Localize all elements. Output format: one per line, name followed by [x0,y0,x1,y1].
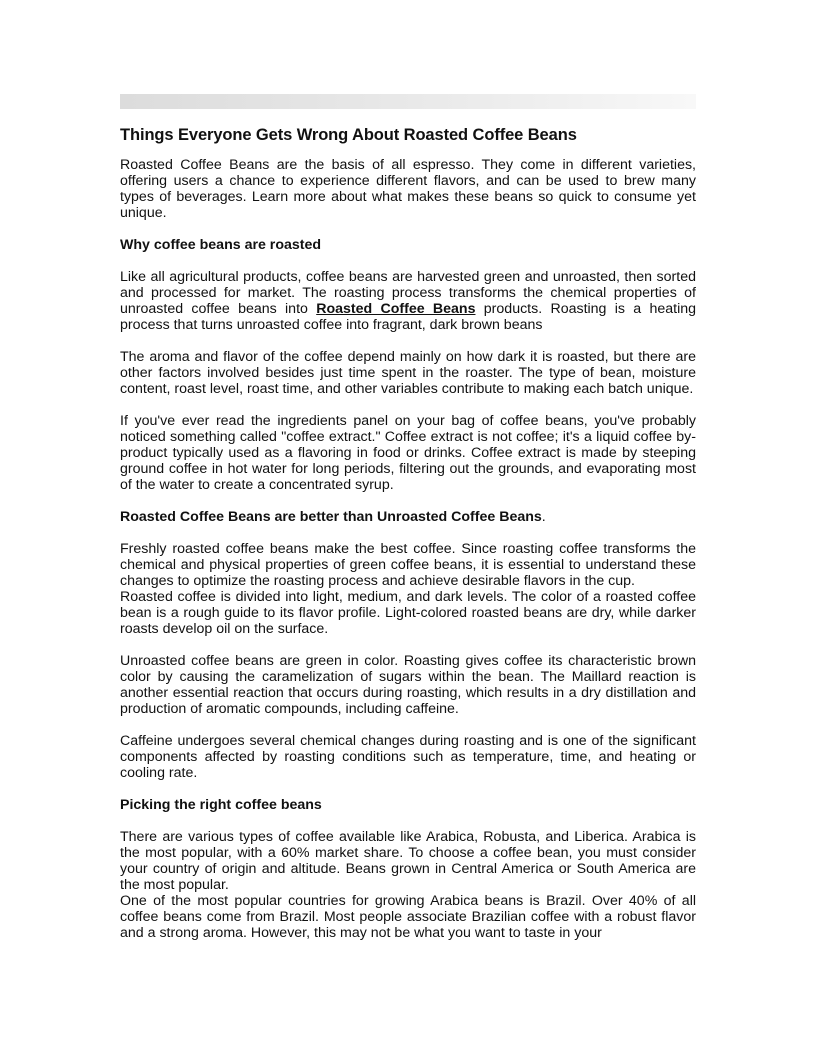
intro-paragraph: Roasted Coffee Beans are the basis of all espresso. They come in different varieties, offering users a chance to experience different flavors, and can be used to brew many types of beverages. Learn more about what makes these beans so quick to consume yet unique. [120,157,696,221]
section-heading-picking-beans: Picking the right coffee beans [120,797,322,813]
section1-p1-text-after: products. Roasting is a heating process that turns unroasted coffee into fragrant, dark brown beans [120,301,696,333]
section2-paragraph-3: Unroasted coffee beans are green in color. Roasting gives coffee its characteristic brown color by causing the caramelization of sugars within the bean. The Maillard reaction is another essential reaction that occurs during roasting, which results in a dry distillation and production of aromatic compounds, including caffeine. [120,653,696,717]
section-heading-why-roasted: Why coffee beans are roasted [120,237,322,253]
section1-paragraph-2: The aroma and flavor of the coffee depend mainly on how dark it is roasted, but there are other factors involved besides just time spent in the roaster. The type of bean, moisture content, roast level, roast time, and other variables contribute to making each batch unique. [120,349,696,397]
section2-paragraph-1: Freshly roasted coffee beans make the best coffee. Since roasting coffee transforms the chemical and physical properties of green coffee beans, it is essential to understand these changes to optimize the roasting process and achieve desirable flavors in the cup. [120,541,696,589]
header-banner-image [120,94,696,109]
document-page [120,94,696,957]
section-heading-roasted-vs-unroasted [120,509,696,525]
section1-paragraph-1 [120,269,696,333]
section1-p1-text-before: Like all agricultural products, coffee beans are harvested green and unroasted, then sorted and processed for market. The roasting process transforms the chemical properties of unroasted coffee beans into [120,269,696,317]
section2-paragraph-2: Roasted coffee is divided into light, medium, and dark levels. The color of a roasted coffee bean is a rough guide to its flavor profile. Light-colored roasted beans are dry, while darker roasts develop oil on the surface. [120,589,696,637]
section3-paragraph-2: One of the most popular countries for growing Arabica beans is Brazil. Over 40% of all coffee beans come from Brazil. Most people associate Brazilian coffee with a robust flavor and a strong aroma. However, this may not be what you want to taste in your [120,893,696,941]
section2-heading-text: Roasted Coffee Beans are better than Unroasted Coffee Beans [120,509,542,525]
article-title: Things Everyone Gets Wrong About Roasted Coffee Beans [120,126,577,144]
section2-paragraph-4: Caffeine undergoes several chemical changes during roasting and is one of the significant components affected by roasting conditions such as temperature, time, and heating or cooling rate. [120,733,696,781]
section1-paragraph-3: If you've ever read the ingredients panel on your bag of coffee beans, you've probably noticed something called "coffee extract." Coffee extract is not coffee; it's a liquid coffee by-product typically used as a flavoring in food or drinks. Coffee extract is made by steeping ground coffee in hot water for long periods, filtering out the grounds, and evaporating most of the water to create a concentrated syrup. [120,413,696,493]
section3-paragraph-1: There are various types of coffee available like Arabica, Robusta, and Liberica. Arabica is the most popular, with a 60% market share. To choose a coffee bean, you must consider your country of origin and altitude. Beans grown in Central America or South America are the most popular. [120,829,696,893]
roasted-coffee-beans-link[interactable]: Roasted Coffee Beans [316,301,476,317]
section2-heading-suffix: . [541,509,546,525]
